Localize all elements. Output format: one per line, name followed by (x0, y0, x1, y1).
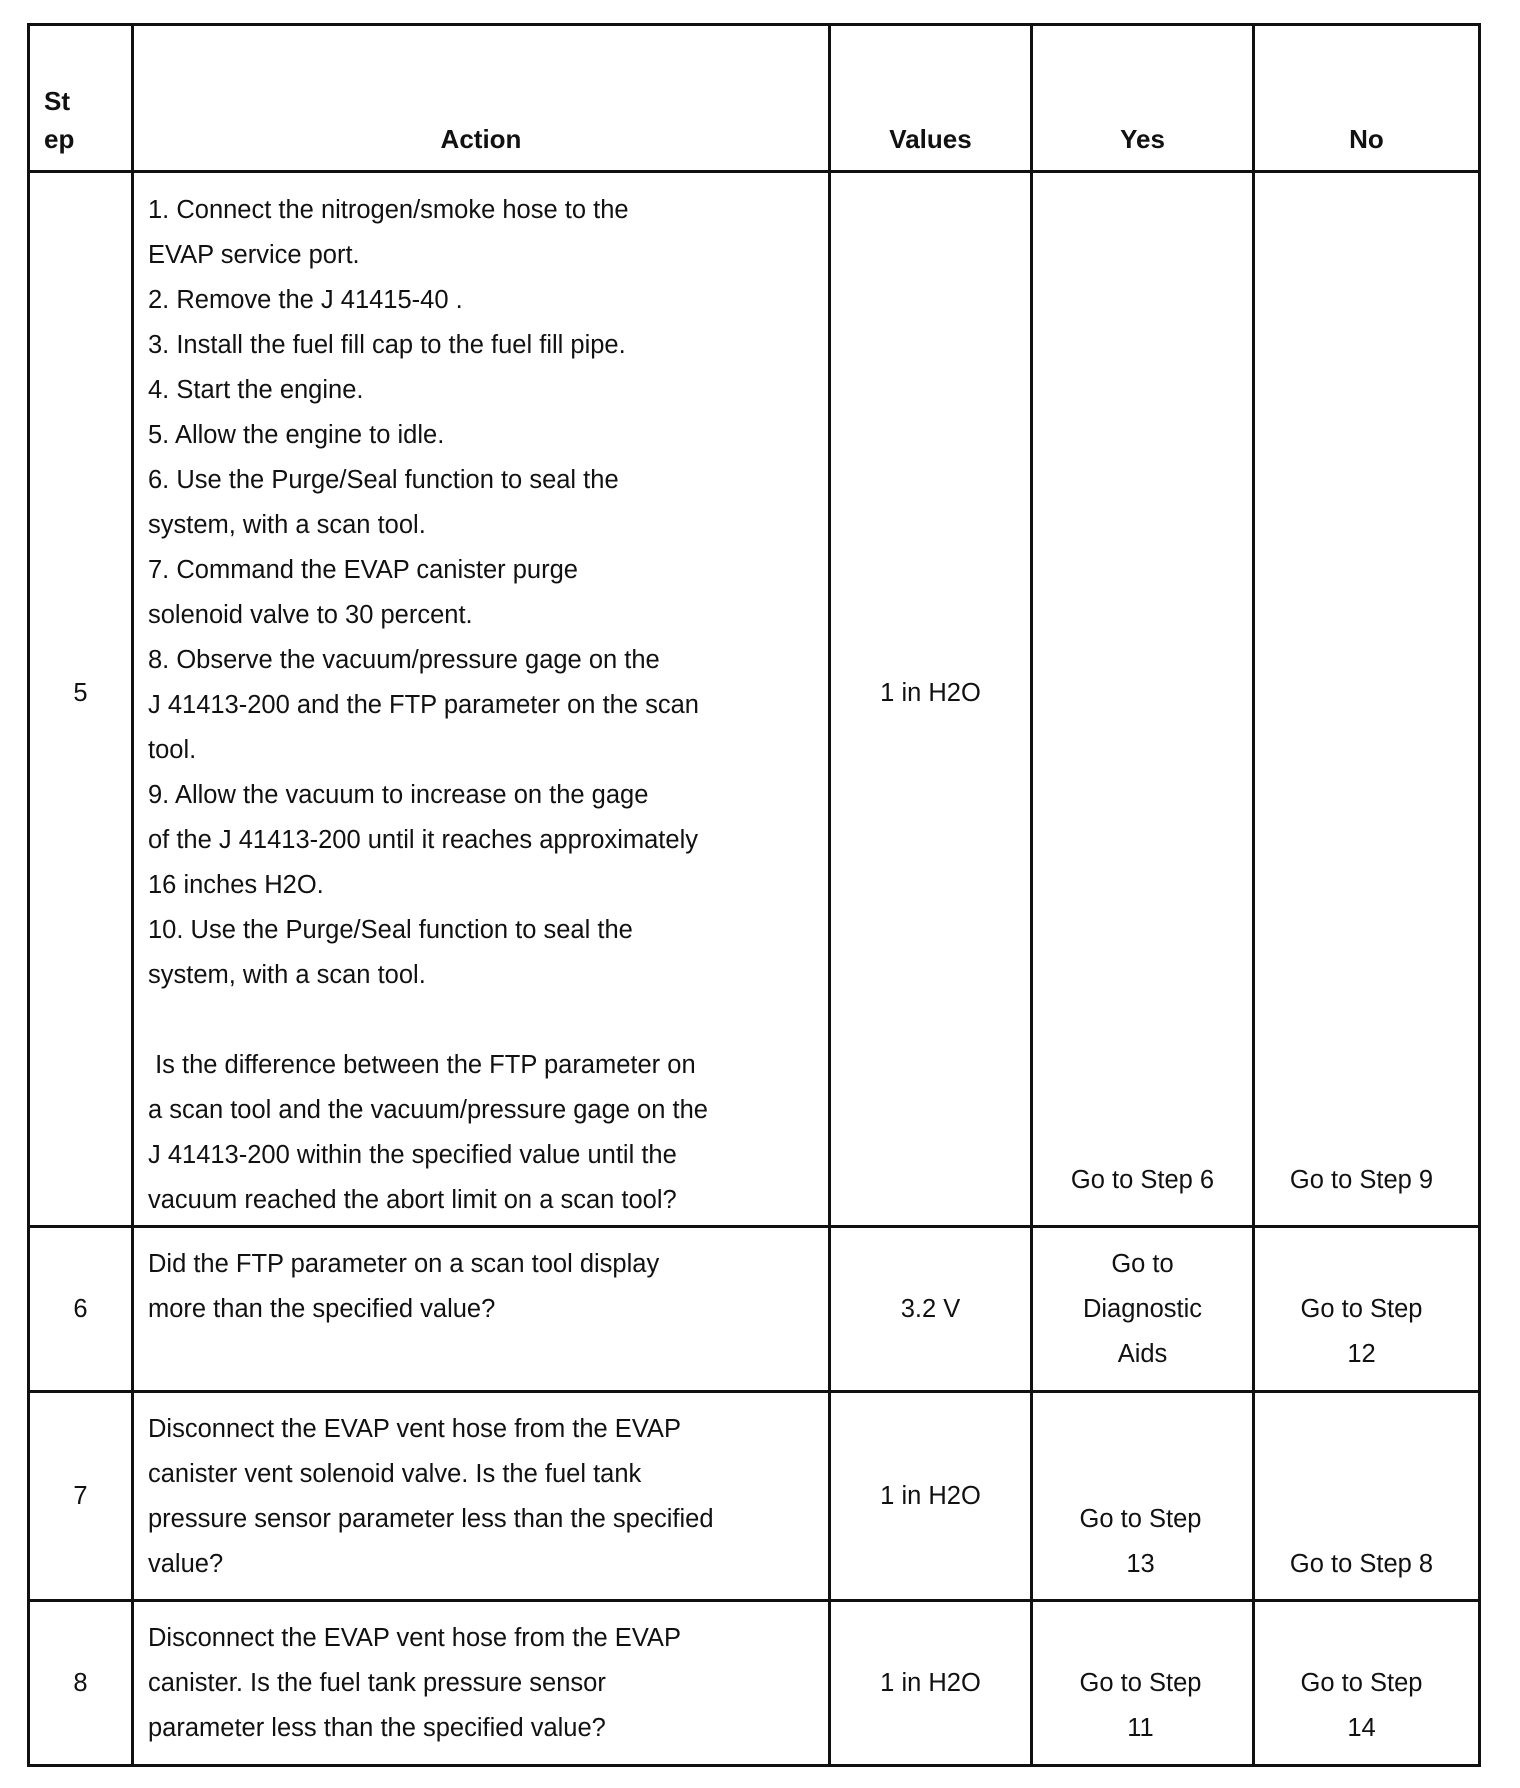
step-cell (29, 1392, 133, 1601)
header-values: Values (830, 25, 1032, 172)
action-line: canister vent solenoid valve. Is the fuel tank (148, 1460, 642, 1488)
yes-text (1029, 1497, 1252, 1587)
no-line: 14 (1347, 1714, 1376, 1742)
action-line: 5. Allow the engine to idle. (148, 421, 445, 449)
action-cell (133, 1392, 830, 1601)
action-text (148, 1242, 659, 1332)
action-line: 10. Use the Purge/Seal function to seal the (148, 916, 633, 944)
action-cell (133, 1227, 830, 1392)
table-row (29, 1392, 1480, 1601)
yes-cell (1032, 1392, 1254, 1601)
value-cell (830, 1392, 1032, 1601)
action-line: Disconnect the EVAP vent hose from the EVAP (148, 1624, 681, 1652)
question-line: a scan tool and the vacuum/pressure gage on the (148, 1096, 708, 1124)
action-line: 7. Command the EVAP canister purge (148, 556, 578, 584)
header-yes: Yes (1032, 25, 1254, 172)
step-cell (29, 172, 133, 1227)
yes-cell (1032, 1601, 1254, 1766)
yes-cell (1032, 1227, 1254, 1392)
action-text (148, 1407, 714, 1587)
step-number: 7 (73, 1482, 88, 1510)
action-line: of the J 41413-200 until it reaches approximately (148, 826, 698, 854)
no-text: Go to Step 8 (1289, 1550, 1434, 1578)
yes-text (1029, 1661, 1252, 1751)
header-no: No (1254, 25, 1480, 172)
action-line: system, with a scan tool. (148, 961, 426, 989)
yes-line: 13 (1126, 1550, 1155, 1578)
no-cell (1254, 172, 1480, 1227)
value-cell (830, 1227, 1032, 1392)
step-cell (29, 1227, 133, 1392)
action-line: 3. Install the fuel fill cap to the fuel fill pipe. (148, 331, 626, 359)
value-text: 1 in H2O (880, 679, 981, 707)
action-text (148, 1616, 681, 1751)
yes-line: Go to Step (1079, 1669, 1202, 1697)
diagnostic-table (27, 23, 1481, 1767)
action-line: 2. Remove the J 41415-40 . (148, 286, 463, 314)
spacer (148, 998, 708, 1043)
no-line: 12 (1347, 1340, 1376, 1368)
no-text: Go to Step 9 (1289, 1166, 1434, 1194)
action-line: system, with a scan tool. (148, 511, 426, 539)
value-text: 1 in H2O (880, 1669, 981, 1697)
action-line: canister. Is the fuel tank pressure sensor (148, 1669, 606, 1697)
yes-line: Go to (1111, 1250, 1174, 1278)
no-text (1245, 1287, 1478, 1377)
action-text (148, 188, 708, 1223)
action-line: 9. Allow the vacuum to increase on the gage (148, 781, 649, 809)
action-line: 16 inches H2O. (148, 871, 324, 899)
step-cell (29, 1601, 133, 1766)
action-cell (133, 172, 830, 1227)
action-line: parameter less than the specified value? (148, 1714, 606, 1742)
value-cell (830, 1601, 1032, 1766)
header-row (29, 25, 1480, 172)
yes-text (1033, 1242, 1252, 1377)
action-line: more than the specified value? (148, 1295, 496, 1323)
question-line: vacuum reached the abort limit on a scan tool? (148, 1186, 677, 1214)
yes-text: Go to Step 6 (1070, 1166, 1215, 1194)
action-line: 1. Connect the nitrogen/smoke hose to the (148, 196, 629, 224)
step-number: 6 (73, 1295, 88, 1323)
value-text: 3.2 V (900, 1295, 961, 1323)
yes-line: Aids (1117, 1340, 1168, 1368)
action-line: 4. Start the engine. (148, 376, 364, 404)
action-line: pressure sensor parameter less than the specified (148, 1505, 714, 1533)
header-action: Action (133, 25, 830, 172)
table-row (29, 1227, 1480, 1392)
action-cell (133, 1601, 830, 1766)
action-line: EVAP service port. (148, 241, 360, 269)
no-cell (1254, 1392, 1480, 1601)
no-cell (1254, 1227, 1480, 1392)
yes-line: Go to Step (1079, 1505, 1202, 1533)
header-step-line1: St (44, 86, 70, 116)
yes-line: Diagnostic (1082, 1295, 1203, 1323)
action-line: Disconnect the EVAP vent hose from the EVAP (148, 1415, 681, 1443)
step-number: 5 (73, 679, 88, 707)
table-row (29, 1601, 1480, 1766)
question-line: J 41413-200 within the specified value until the (148, 1141, 677, 1169)
question-line: Is the difference between the FTP parameter on (148, 1051, 696, 1079)
value-cell (830, 172, 1032, 1227)
no-cell (1254, 1601, 1480, 1766)
value-text: 1 in H2O (880, 1482, 981, 1510)
step-number: 8 (73, 1669, 88, 1697)
action-line: 8. Observe the vacuum/pressure gage on the (148, 646, 660, 674)
action-line: value? (148, 1550, 224, 1578)
header-step-line2: ep (44, 124, 75, 154)
yes-cell (1032, 172, 1254, 1227)
no-text (1245, 1661, 1478, 1751)
table-row (29, 172, 1480, 1227)
no-line: Go to Step (1300, 1295, 1423, 1323)
action-line: 6. Use the Purge/Seal function to seal the (148, 466, 619, 494)
action-line: tool. (148, 736, 197, 764)
action-line: solenoid valve to 30 percent. (148, 601, 473, 629)
action-line: J 41413-200 and the FTP parameter on the scan (148, 691, 699, 719)
yes-line: 11 (1127, 1714, 1154, 1742)
header-step (29, 25, 133, 172)
action-line: Did the FTP parameter on a scan tool display (148, 1250, 660, 1278)
no-line: Go to Step (1300, 1669, 1423, 1697)
